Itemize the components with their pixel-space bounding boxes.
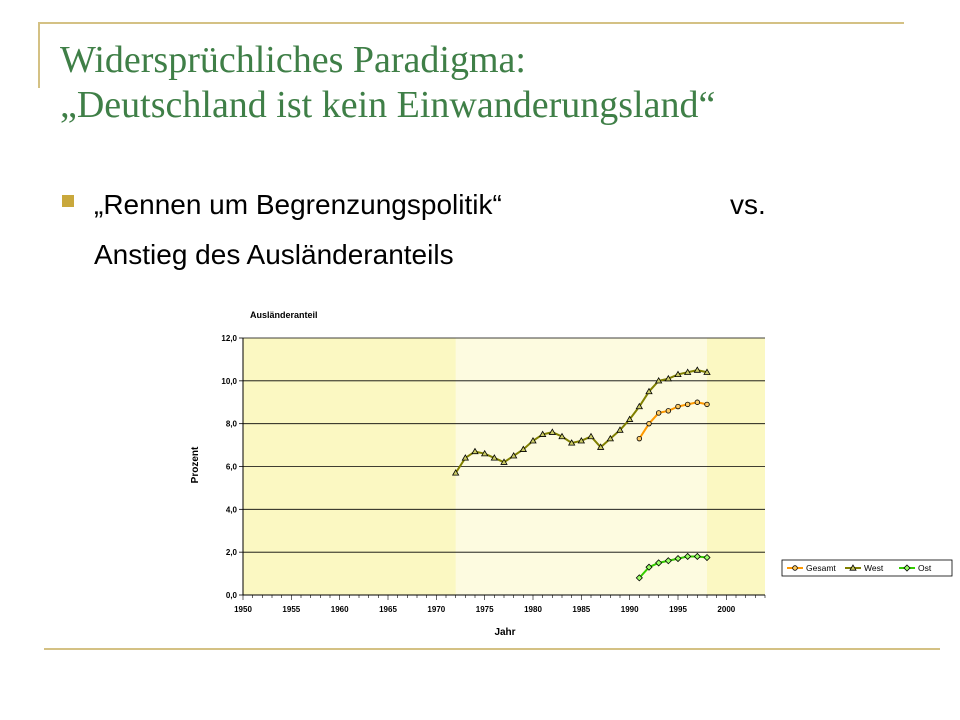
x-tick-label: 1995 (669, 605, 687, 614)
x-tick-label: 1985 (572, 605, 591, 614)
top-rule (38, 22, 904, 24)
chart-legend (782, 560, 952, 576)
data-point-gesamt (676, 404, 681, 409)
bullet-line-2: Anstieg des Ausländeranteils (94, 239, 454, 270)
x-tick-label: 1950 (234, 605, 252, 614)
x-tick-label: 1955 (282, 605, 301, 614)
x-tick-label: 1965 (379, 605, 397, 614)
data-point-gesamt (637, 436, 642, 441)
data-point-gesamt (656, 411, 661, 416)
x-tick-label: 2000 (717, 605, 736, 614)
data-point-gesamt (666, 409, 671, 414)
y-tick-label: 4,0 (225, 505, 237, 515)
y-tick-label: 6,0 (225, 462, 237, 472)
bullet-line-1: „Rennen um Begrenzungspolitik“ (94, 189, 502, 220)
x-tick-label: 1975 (475, 605, 494, 614)
data-point-gesamt (705, 402, 710, 407)
title-line-2: „Deutschland ist kein Einwanderungsland“ (60, 84, 716, 126)
auslaenderanteil-chart (180, 300, 955, 645)
plot-area (221, 334, 765, 614)
y-tick-label: 8,0 (225, 419, 237, 429)
x-tick-label: 1990 (620, 605, 639, 614)
legend-label-west: West (864, 563, 884, 573)
title-line-1: Widersprüchliches Paradigma: (60, 39, 526, 81)
bottom-rule (44, 648, 940, 650)
x-tick-label: 1970 (427, 605, 446, 614)
y-axis-label: Prozent (190, 446, 201, 484)
data-point-gesamt (695, 400, 700, 405)
legend-label-ost: Ost (918, 563, 932, 573)
x-axis-label: Jahr (494, 627, 516, 638)
chart-title: Ausländeranteil (250, 310, 318, 320)
x-tick-label: 1980 (524, 605, 542, 614)
y-tick-label: 0,0 (225, 591, 237, 600)
data-point-gesamt (685, 402, 690, 407)
legend-marker-gesamt (793, 566, 798, 571)
left-rule (38, 22, 40, 88)
y-tick-label: 2,0 (225, 548, 237, 558)
y-tick-label: 12,0 (221, 334, 237, 343)
x-tick-label: 1960 (330, 605, 349, 614)
bullet-marker (62, 195, 74, 207)
y-tick-label: 10,0 (221, 376, 237, 386)
legend-label-gesamt: Gesamt (806, 563, 836, 573)
slide-title (60, 38, 715, 128)
bullet-vs: vs. (730, 189, 766, 220)
bullet-text (94, 180, 766, 280)
data-point-gesamt (647, 421, 652, 426)
